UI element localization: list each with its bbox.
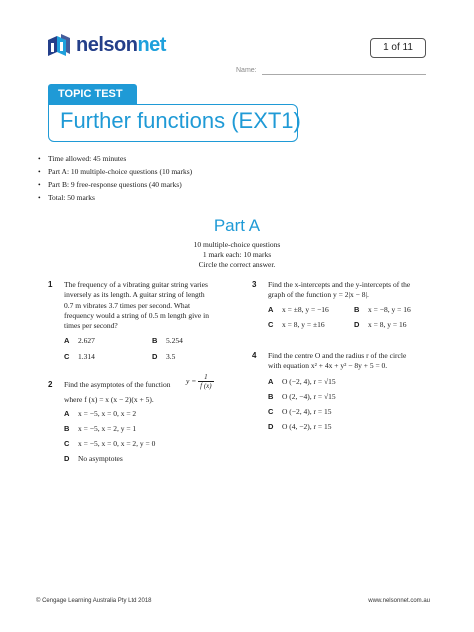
- logo-text: nelsonnet: [76, 33, 166, 56]
- nelsonnet-cube-icon: [44, 32, 74, 58]
- question-3-number: 3: [252, 280, 257, 289]
- question-2-option-d[interactable]: D No asymptotes: [64, 454, 123, 463]
- footer-copyright: © Cengage Learning Australia Pty Ltd 2018: [36, 598, 152, 604]
- nelsonnet-logo: [44, 32, 166, 58]
- question-3-option-d[interactable]: D x = 8, y = 16: [354, 320, 407, 329]
- question-1-option-d[interactable]: D 3.5: [152, 352, 176, 361]
- info-part-a: • Part A: 10 multiple-choice questions (10 marks): [38, 165, 192, 178]
- question-2-option-a[interactable]: A x = −5, x = 0, x = 2: [64, 409, 137, 418]
- info-time-allowed: • Time allowed: 45 minutes: [38, 152, 192, 165]
- question-2-number: 2: [48, 380, 53, 389]
- question-4-number: 4: [252, 351, 257, 360]
- question-2-function: y = $\frac{1}{f (x)}$: [186, 373, 212, 390]
- info-part-b: • Part B: 9 free-response questions (40 marks): [38, 178, 192, 191]
- part-a-line-1: 10 multiple-choice questions: [193, 240, 281, 249]
- question-3-option-a[interactable]: A x = ±8, y = −16: [268, 305, 329, 314]
- question-4-text: Find the centre O and the radius r of the circle with equation x² + 4x + y² − 8y + 5 = 0.: [268, 351, 407, 371]
- name-field-line[interactable]: [262, 74, 426, 75]
- question-4-option-a[interactable]: A O (−2, 4), r = √15: [268, 377, 336, 386]
- question-2-fraction: $\frac{1}{f (x)}$: [200, 373, 212, 390]
- question-2-text-where: where f (x) = x (x − 2)(x + 5).: [64, 395, 154, 404]
- question-3-option-c[interactable]: C x = 8, y = ±16: [268, 320, 325, 329]
- page-indicator: 1 of 11: [370, 38, 426, 58]
- question-1-option-b[interactable]: B 5.254: [152, 336, 183, 345]
- question-3-option-b[interactable]: B x = −8, y = 16: [354, 305, 411, 314]
- question-1-option-c[interactable]: C 1.314: [64, 352, 95, 361]
- topic-test-tag: TOPIC TEST: [48, 84, 137, 104]
- page-title: Further functions (EXT1): [60, 108, 301, 133]
- question-4-option-c[interactable]: C O (−2, 4), r = 15: [268, 407, 332, 416]
- question-1-text: The frequency of a vibrating guitar string varies inversely as its length. A guitar string of length 0.7 m vibrates 3.7 times per second. What frequency would a string of 0.5 m length give in times per second?: [64, 280, 209, 331]
- question-2-option-c[interactable]: C x = −5, x = 0, x = 2, y = 0: [64, 439, 156, 448]
- test-info-list: [38, 152, 192, 204]
- question-4-option-d[interactable]: D O (4, −2), r = 15: [268, 422, 332, 431]
- question-4-option-b[interactable]: B O (2, −4), r = √15: [268, 392, 336, 401]
- part-a-line-2: 1 mark each: 10 marks: [202, 250, 272, 259]
- info-total: • Total: 50 marks: [38, 191, 192, 204]
- question-2-option-b[interactable]: B x = −5, x = 2, y = 1: [64, 424, 137, 433]
- part-a-line-3: Circle the correct answer.: [198, 260, 276, 269]
- question-1-number: 1: [48, 280, 53, 289]
- question-3-text: Find the x-intercepts and the y-intercepts of the graph of the function y = 2|x − 8|.: [268, 280, 411, 300]
- question-1-option-a[interactable]: A 2.627: [64, 336, 95, 345]
- footer-url[interactable]: www.nelsonnet.com.au: [368, 598, 430, 604]
- name-label: Name:: [236, 67, 257, 74]
- part-a-heading: Part A: [213, 216, 261, 235]
- question-2-text: Find the asymptotes of the function: [64, 380, 171, 389]
